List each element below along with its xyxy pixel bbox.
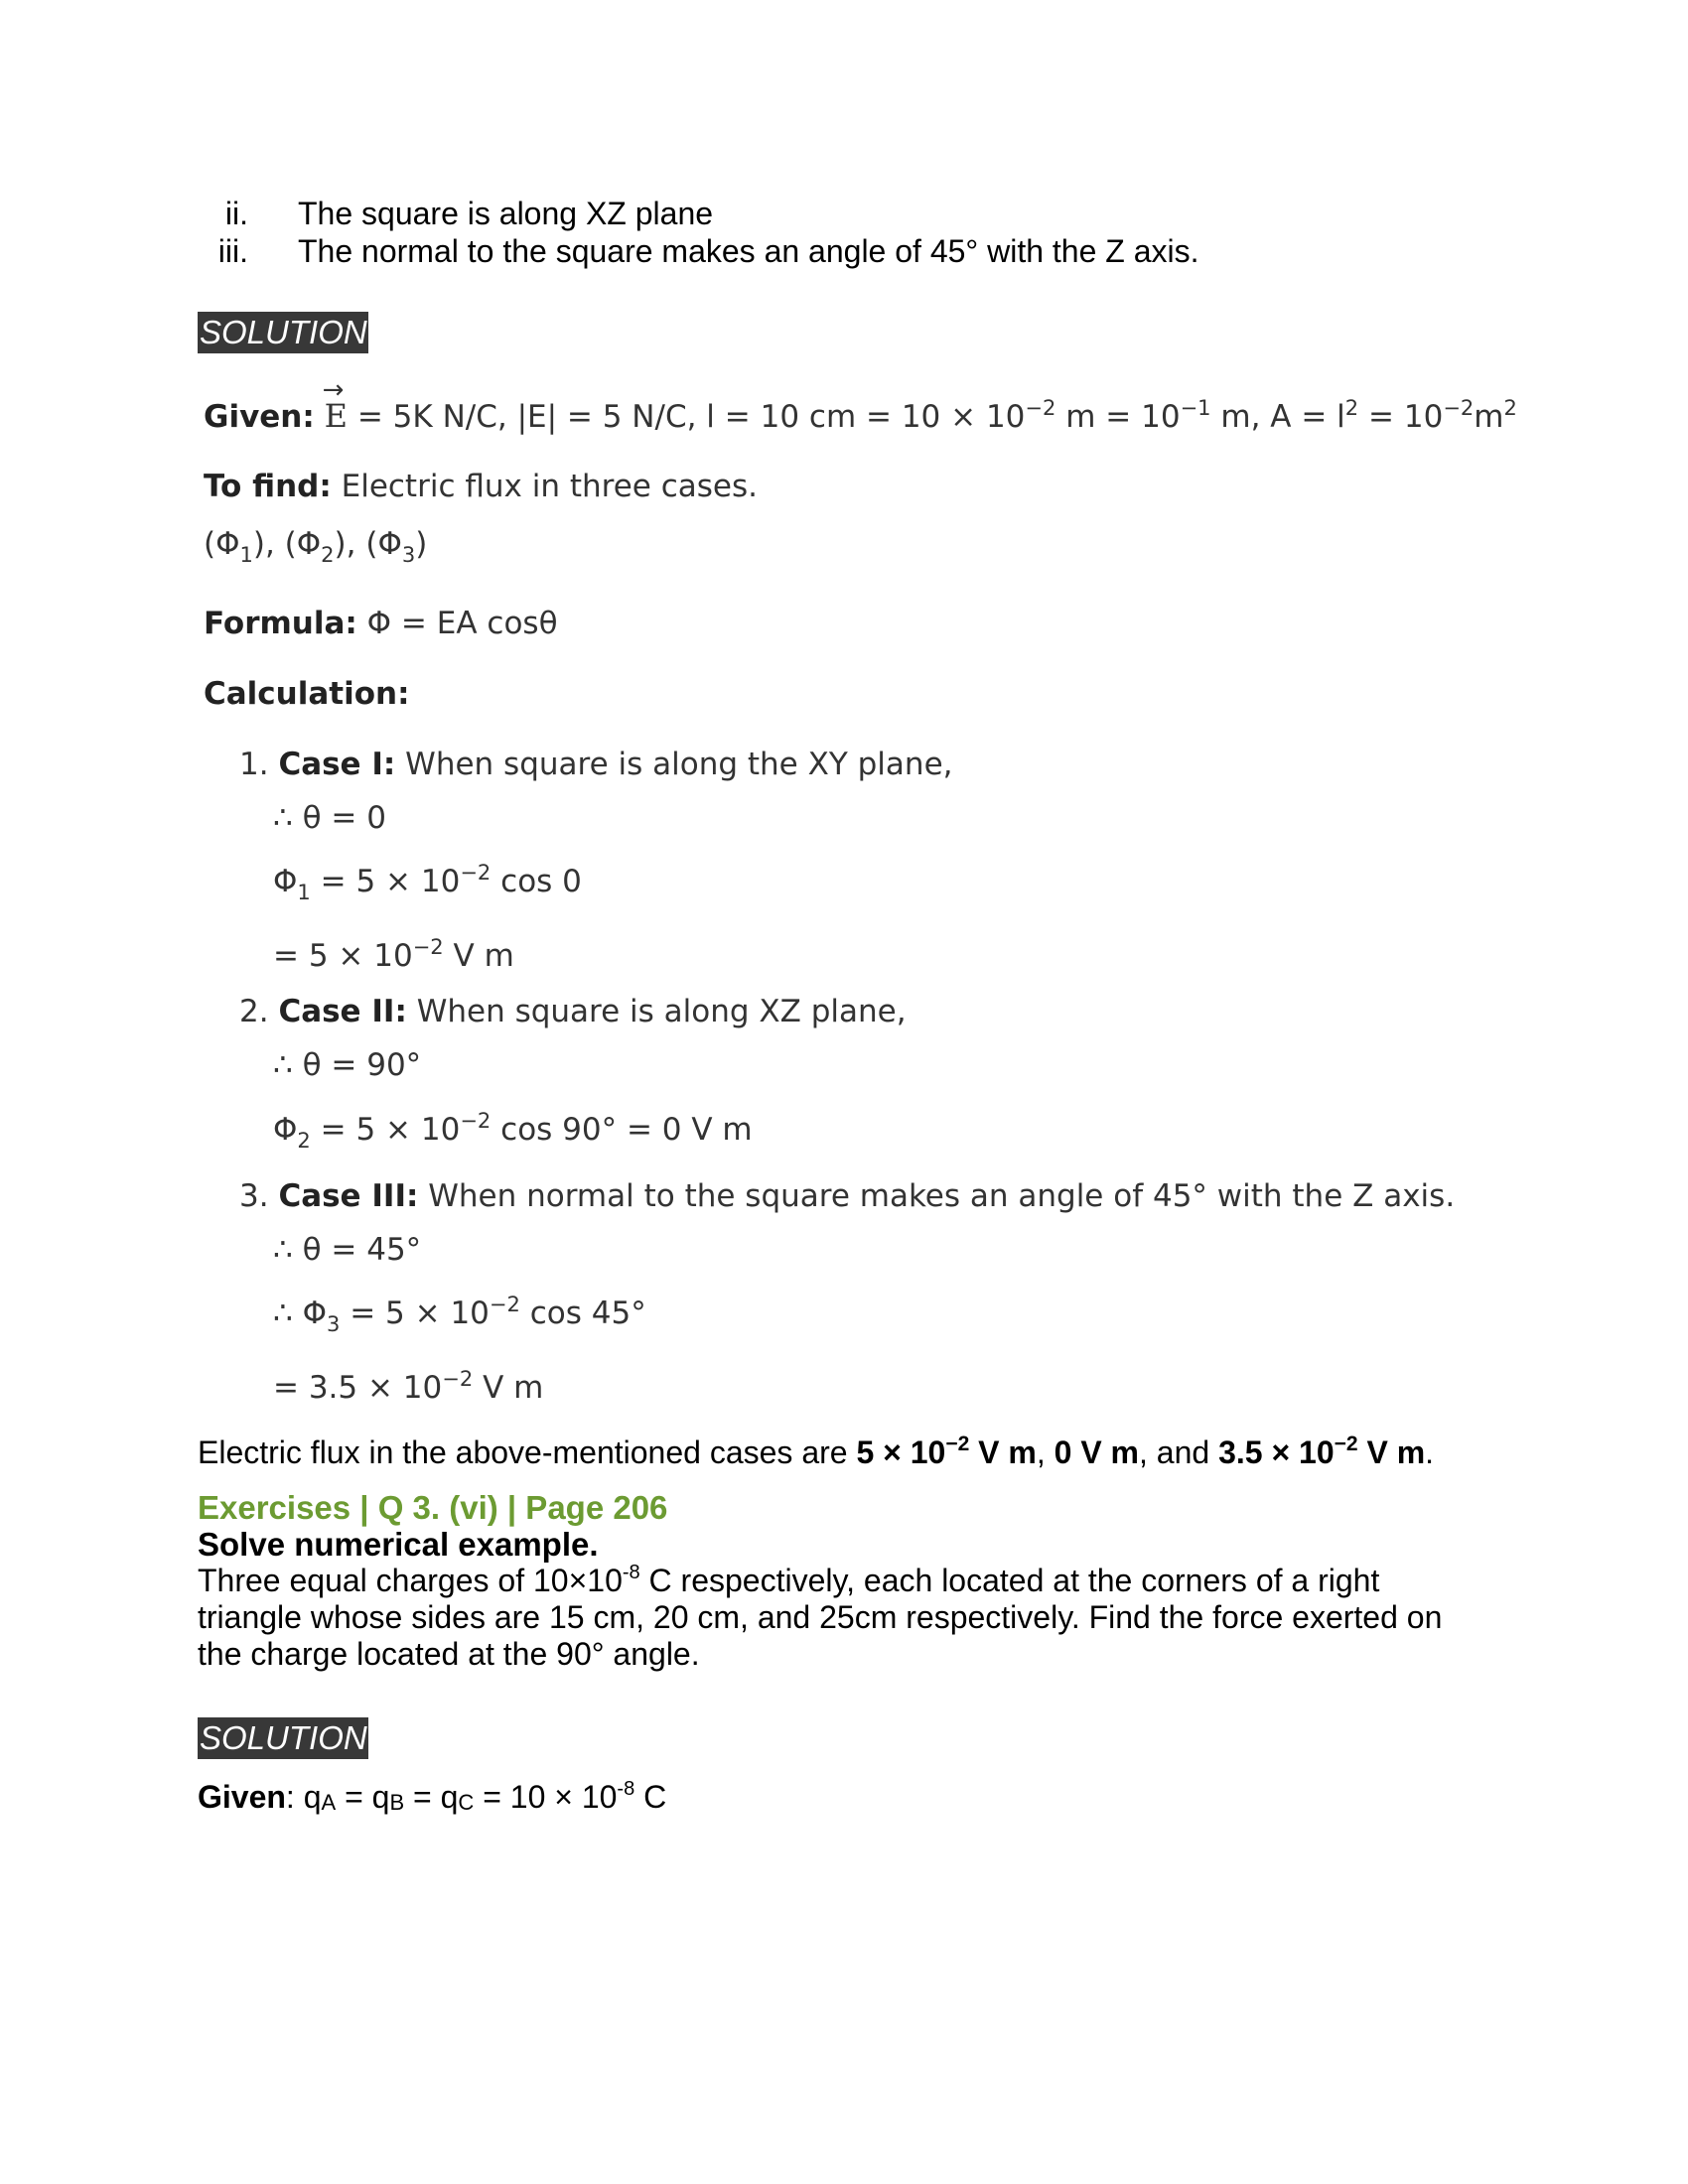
phi-text: ), (Φ	[252, 526, 322, 562]
phi-text: )	[415, 526, 428, 562]
vector-arrow-icon: →	[322, 375, 345, 405]
flux-summary	[198, 1434, 1434, 1471]
phi-list	[204, 526, 428, 567]
phi-text: = 5 × 10	[310, 864, 461, 899]
subscript: 1	[239, 543, 253, 567]
phi-text: cos 0	[491, 864, 582, 899]
exponent: −2	[442, 1367, 474, 1391]
solution-badge: SOLUTION	[198, 1717, 368, 1759]
case-number: 3.	[239, 1178, 269, 1214]
case-3-theta: ∴ θ = 45°	[273, 1232, 422, 1268]
flux-value-1	[856, 1434, 1036, 1470]
given-line	[204, 375, 1517, 435]
case-3-result	[273, 1367, 544, 1406]
to-find-text: Electric flux in three cases.	[331, 469, 758, 504]
exponent: -8	[617, 1778, 635, 1800]
case-2-theta: ∴ θ = 90°	[273, 1047, 422, 1083]
flux-value-2: 0 V m	[1054, 1434, 1139, 1470]
given-text: = q	[336, 1779, 390, 1815]
list-item	[199, 195, 1199, 232]
case-label: Case II:	[278, 994, 407, 1029]
phi-text: cos 45°	[519, 1296, 646, 1331]
case-1-result	[273, 935, 514, 974]
to-find-label: To find:	[204, 469, 332, 504]
separator: ,	[1036, 1434, 1055, 1470]
given-text: m, A = l	[1210, 399, 1345, 435]
exponent: −2	[1334, 1433, 1358, 1455]
result-text: V m	[473, 1370, 544, 1406]
value-text: 3.5 × 10	[1218, 1434, 1335, 1470]
given-label: Given:	[204, 399, 315, 435]
calculation-label: Calculation:	[204, 676, 410, 712]
phi-text: (Φ	[204, 526, 240, 562]
case-1-theta: ∴ θ = 0	[273, 800, 386, 836]
list-item-number: ii.	[224, 196, 248, 231]
result-text: = 3.5 × 10	[273, 1370, 443, 1406]
exponent: −2	[460, 1109, 492, 1133]
summary-text: Electric flux in the above-mentioned cases are	[198, 1434, 857, 1470]
exponent: −2	[945, 1433, 970, 1455]
exponent: −2	[1025, 396, 1056, 420]
phi-text: = 5 × 10	[340, 1296, 490, 1331]
list-item	[199, 232, 1199, 270]
list-item-number: iii.	[217, 233, 248, 269]
given-text: m	[1474, 399, 1504, 435]
exercise-subheading: Solve numerical example.	[198, 1526, 599, 1563]
given-text: m = 10	[1055, 399, 1181, 435]
exponent: −2	[412, 935, 444, 959]
subscript: 3	[401, 543, 416, 567]
subscript: C	[458, 1790, 475, 1815]
given-label: Given	[198, 1779, 286, 1815]
case-number: 1.	[239, 747, 269, 782]
phi-text: cos 90° = 0 V m	[491, 1112, 753, 1148]
case-text: When square is along the XY plane,	[395, 747, 953, 782]
subscript: 2	[297, 1129, 311, 1153]
to-find-line	[204, 469, 758, 504]
case-1-heading	[239, 747, 953, 782]
case-1-phi	[273, 861, 582, 904]
result-text: = 5 × 10	[273, 938, 413, 974]
case-text: When square is along XZ plane,	[406, 994, 907, 1029]
subscript: 3	[326, 1312, 341, 1336]
given-line-2	[198, 1779, 666, 1816]
result-text: V m	[443, 938, 514, 974]
question-text: Three equal charges of 10×10	[198, 1563, 623, 1598]
phi-text: ∴ Φ	[273, 1296, 327, 1331]
subscript: 1	[297, 881, 311, 904]
question-text: C respectively, each located at the corners of a right triangle whose sides are 15 cm, 20 cm, and 25cm respectively. Find the force exerted on the charge located at the 90° angle.	[198, 1563, 1443, 1672]
given-text: = 10 × 10	[474, 1779, 618, 1815]
formula-label: Formula:	[204, 606, 357, 641]
phi-text: Φ	[273, 1112, 298, 1148]
exponent: −2	[460, 861, 492, 885]
value-text: 5 × 10	[856, 1434, 946, 1470]
e-vector-symbol	[322, 375, 348, 435]
case-2-phi	[273, 1109, 753, 1153]
value-text: V m	[1357, 1434, 1426, 1470]
exponent: -8	[622, 1562, 640, 1583]
list-item-text: The normal to the square makes an angle of 45° with the Z axis.	[298, 233, 1199, 269]
exponent: 2	[1503, 396, 1517, 420]
exponent: 2	[1344, 396, 1359, 420]
given-text: = 5K N/C, |E| = 5 N/C, l = 10 cm = 10 × 10	[348, 399, 1026, 435]
continued-roman-list	[199, 195, 1199, 270]
phi-text: ), (Φ	[334, 526, 402, 562]
case-3-heading	[239, 1178, 1455, 1214]
given-text: = q	[404, 1779, 459, 1815]
period: .	[1425, 1434, 1435, 1470]
exponent: −1	[1180, 396, 1211, 420]
given-text: = 10	[1358, 399, 1444, 435]
list-item-text: The square is along XZ plane	[298, 196, 714, 231]
subscript: B	[389, 1790, 405, 1815]
subscript: A	[321, 1790, 337, 1815]
phi-text: = 5 × 10	[310, 1112, 461, 1148]
case-2-heading	[239, 994, 907, 1029]
given-text: C	[634, 1779, 667, 1815]
case-number: 2.	[239, 994, 269, 1029]
case-text: When normal to the square makes an angle of 45° with the Z axis.	[418, 1178, 1456, 1214]
formula-line	[204, 606, 558, 641]
solution-badge: SOLUTION	[198, 312, 368, 353]
subscript: 2	[321, 543, 335, 567]
exponent: −2	[489, 1293, 520, 1316]
calculation-heading	[204, 676, 410, 712]
separator: , and	[1139, 1434, 1219, 1470]
case-label: Case I:	[278, 747, 396, 782]
exercise-heading: Exercises | Q 3. (vi) | Page 206	[198, 1489, 668, 1526]
given-text: : q	[285, 1779, 322, 1815]
case-3-phi	[273, 1293, 646, 1336]
phi-text: Φ	[273, 864, 298, 899]
formula-text: Φ = EA cosθ	[356, 606, 558, 641]
case-label: Case III:	[278, 1178, 419, 1214]
flux-value-3	[1218, 1434, 1425, 1470]
e-letter: E	[324, 397, 348, 435]
exponent: −2	[1443, 396, 1475, 420]
value-text: V m	[969, 1434, 1037, 1470]
exercise-question	[198, 1563, 1488, 1673]
